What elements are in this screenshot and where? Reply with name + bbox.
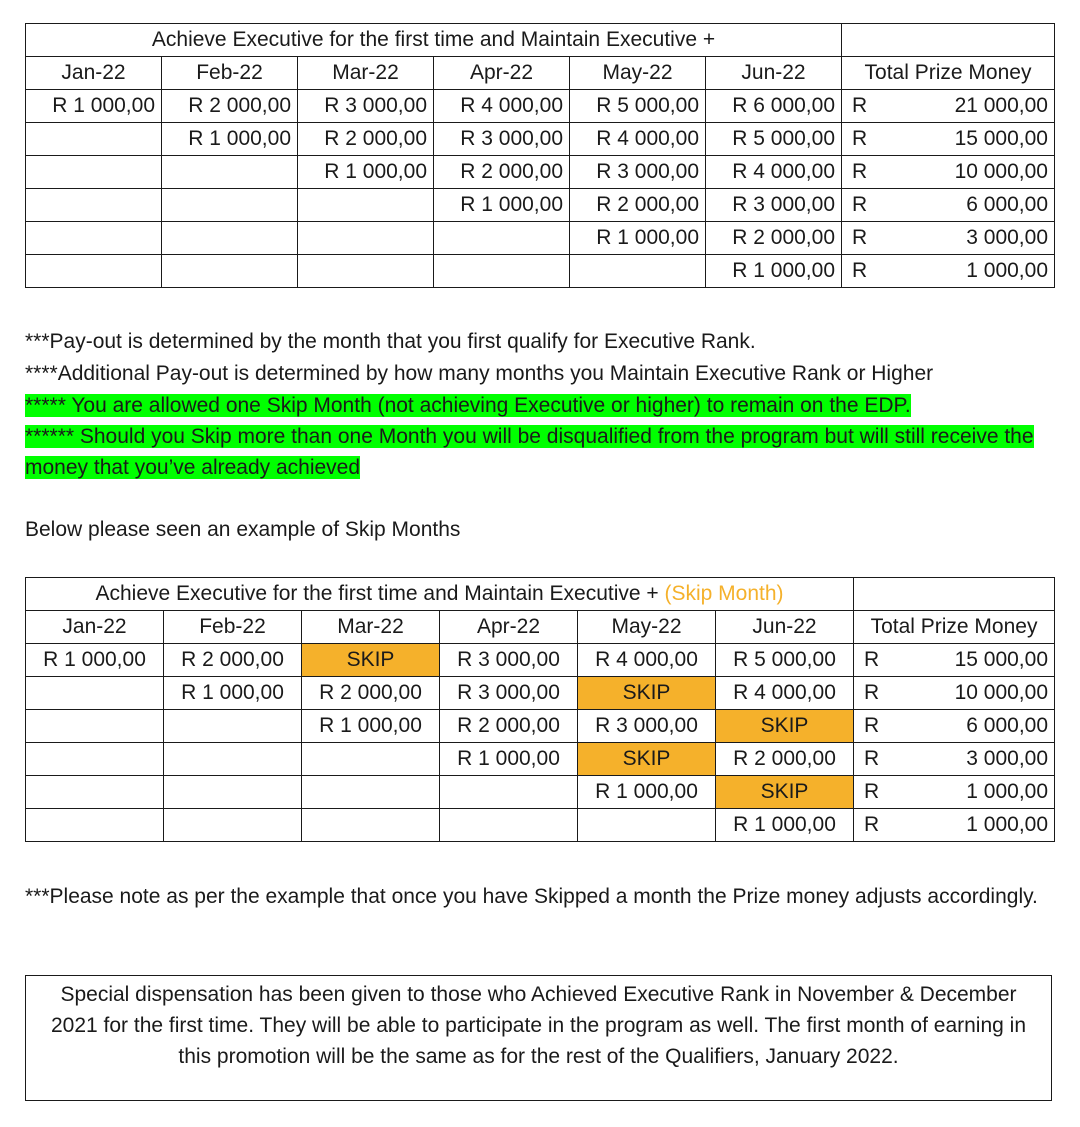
amount-cell: R 4 000,00 (706, 156, 842, 189)
total-cell (854, 644, 1055, 677)
table-row (26, 776, 1055, 809)
total-amount: 3 000,00 (966, 747, 1049, 770)
currency-symbol: R (864, 714, 880, 737)
currency-symbol: R (852, 94, 868, 117)
empty-cell (26, 710, 164, 743)
highlighted-rules (25, 390, 1035, 483)
amount-cell: R 2 000,00 (706, 222, 842, 255)
amount-cell: R 1 000,00 (434, 189, 570, 222)
currency-symbol: R (864, 813, 880, 836)
amount-cell: R 1 000,00 (298, 156, 434, 189)
total-amount: 6 000,00 (966, 193, 1048, 216)
amount-cell: R 1 000,00 (162, 123, 298, 156)
empty-cell (440, 809, 578, 842)
amount-cell: R 5 000,00 (706, 123, 842, 156)
empty-cell (302, 743, 440, 776)
table-title-row (26, 24, 1055, 57)
amount-cell: R 4 000,00 (570, 123, 706, 156)
amount-cell: R 2 000,00 (440, 710, 578, 743)
empty-cell (434, 255, 570, 288)
amount-cell: R 1 000,00 (26, 644, 164, 677)
amount-cell: R 5 000,00 (716, 644, 854, 677)
currency-symbol: R (864, 648, 880, 671)
total-cell (854, 677, 1055, 710)
blank-cell (842, 24, 1055, 57)
total-amount: 3 000,00 (966, 226, 1048, 249)
table-title: Achieve Executive for the first time and Maintain Executive + (26, 24, 842, 57)
table-row (26, 156, 1055, 189)
amount-cell: R 2 000,00 (302, 677, 440, 710)
payout-note: ***Pay-out is determined by the month that you first qualify for Executive Rank. (25, 330, 756, 353)
empty-cell (26, 677, 164, 710)
currency-symbol: R (852, 226, 868, 249)
empty-cell (434, 222, 570, 255)
amount-cell: R 1 000,00 (164, 677, 302, 710)
amount-cell: R 2 000,00 (162, 90, 298, 123)
amount-cell: R 2 000,00 (570, 189, 706, 222)
empty-cell (26, 255, 162, 288)
amount-cell: R 4 000,00 (434, 90, 570, 123)
table-body (26, 644, 1055, 842)
month-header: May-22 (570, 57, 706, 90)
amount-cell: R 2 000,00 (716, 743, 854, 776)
total-cell (854, 809, 1055, 842)
month-header: Feb-22 (162, 57, 298, 90)
empty-cell (26, 222, 162, 255)
adjustment-note: ***Please note as per the example that once you have Skipped a month the Prize money adjusts accordingly. (25, 885, 1038, 908)
month-header: May-22 (578, 611, 716, 644)
amount-cell: R 3 000,00 (706, 189, 842, 222)
disqualification-note: ****** Should you Skip more than one Month you will be disqualified from the program but will still receive the money that you’ve already achieved (25, 425, 1034, 479)
month-header: Apr-22 (434, 57, 570, 90)
month-header: Jun-22 (706, 57, 842, 90)
amount-cell: R 2 000,00 (434, 156, 570, 189)
amount-cell: R 2 000,00 (298, 123, 434, 156)
currency-symbol: R (852, 193, 868, 216)
total-amount: 1 000,00 (966, 813, 1049, 836)
amount-cell: R 3 000,00 (440, 677, 578, 710)
empty-cell (26, 123, 162, 156)
month-header-row (26, 57, 1055, 90)
table-row (26, 743, 1055, 776)
amount-cell: R 4 000,00 (578, 644, 716, 677)
skip-cell: SKIP (578, 743, 716, 776)
additional-payout-note: ****Additional Pay-out is determined by how many months you Maintain Executive Rank or Higher (25, 362, 934, 385)
table-row (26, 189, 1055, 222)
empty-cell (162, 255, 298, 288)
empty-cell (298, 222, 434, 255)
empty-cell (162, 222, 298, 255)
total-cell (842, 123, 1055, 156)
skip-cell: SKIP (716, 710, 854, 743)
skip-cell: SKIP (716, 776, 854, 809)
empty-cell (440, 776, 578, 809)
empty-cell (164, 809, 302, 842)
total-amount: 10 000,00 (954, 160, 1048, 183)
table-row (26, 255, 1055, 288)
total-amount: 1 000,00 (966, 780, 1049, 803)
total-header: Total Prize Money (854, 611, 1055, 644)
blank-cell (854, 578, 1055, 611)
empty-cell (162, 189, 298, 222)
amount-cell: R 3 000,00 (570, 156, 706, 189)
month-header: Apr-22 (440, 611, 578, 644)
currency-symbol: R (852, 259, 868, 282)
empty-cell (302, 809, 440, 842)
month-header: Mar-22 (298, 57, 434, 90)
amount-cell: R 3 000,00 (434, 123, 570, 156)
total-amount: 15 000,00 (954, 127, 1048, 150)
empty-cell (26, 156, 162, 189)
table-title-row (26, 578, 1055, 611)
total-amount: 21 000,00 (954, 94, 1048, 117)
total-cell (842, 90, 1055, 123)
prize-table (25, 23, 1055, 288)
month-header-row (26, 611, 1055, 644)
total-amount: 6 000,00 (966, 714, 1049, 737)
amount-cell: R 6 000,00 (706, 90, 842, 123)
table-row (26, 123, 1055, 156)
amount-cell: R 1 000,00 (578, 776, 716, 809)
amount-cell: R 3 000,00 (298, 90, 434, 123)
amount-cell: R 5 000,00 (570, 90, 706, 123)
table-title (26, 578, 854, 611)
month-header: Jan-22 (26, 57, 162, 90)
empty-cell (164, 710, 302, 743)
empty-cell (578, 809, 716, 842)
skip-allowed-note: ***** You are allowed one Skip Month (not achieving Executive or higher) to remain on the EDP. (25, 394, 911, 417)
skip-cell: SKIP (302, 644, 440, 677)
amount-cell: R 3 000,00 (440, 644, 578, 677)
amount-cell: R 1 000,00 (26, 90, 162, 123)
currency-symbol: R (864, 747, 880, 770)
total-cell (842, 255, 1055, 288)
table-row (26, 222, 1055, 255)
table-row (26, 90, 1055, 123)
empty-cell (26, 809, 164, 842)
amount-cell: R 3 000,00 (578, 710, 716, 743)
currency-symbol: R (852, 160, 868, 183)
empty-cell (302, 776, 440, 809)
amount-cell: R 2 000,00 (164, 644, 302, 677)
table-body (26, 90, 1055, 288)
currency-symbol: R (852, 127, 868, 150)
total-amount: 15 000,00 (954, 648, 1049, 671)
amount-cell: R 1 000,00 (302, 710, 440, 743)
empty-cell (164, 743, 302, 776)
empty-cell (26, 743, 164, 776)
table-row (26, 710, 1055, 743)
total-cell (854, 776, 1055, 809)
table-title-text: Achieve Executive for the first time and Maintain Executive + (95, 582, 665, 605)
total-amount: 10 000,00 (954, 681, 1049, 704)
empty-cell (162, 156, 298, 189)
month-header: Mar-22 (302, 611, 440, 644)
month-header: Jun-22 (716, 611, 854, 644)
amount-cell: R 1 000,00 (716, 809, 854, 842)
amount-cell: R 4 000,00 (716, 677, 854, 710)
empty-cell (570, 255, 706, 288)
amount-cell: R 1 000,00 (570, 222, 706, 255)
skip-example-table (25, 577, 1055, 842)
currency-symbol: R (864, 780, 880, 803)
table-row (26, 644, 1055, 677)
empty-cell (26, 189, 162, 222)
empty-cell (298, 189, 434, 222)
skip-cell: SKIP (578, 677, 716, 710)
month-header: Jan-22 (26, 611, 164, 644)
table-row (26, 677, 1055, 710)
total-amount: 1 000,00 (966, 259, 1048, 282)
example-intro: Below please seen an example of Skip Months (25, 518, 461, 541)
amount-cell: R 1 000,00 (706, 255, 842, 288)
currency-symbol: R (864, 681, 880, 704)
empty-cell (164, 776, 302, 809)
total-cell (842, 189, 1055, 222)
table-row (26, 809, 1055, 842)
amount-cell: R 1 000,00 (440, 743, 578, 776)
total-cell (854, 743, 1055, 776)
total-cell (854, 710, 1055, 743)
total-cell (842, 156, 1055, 189)
month-header: Feb-22 (164, 611, 302, 644)
dispensation-box: Special dispensation has been given to those who Achieved Executive Rank in November & December 2021 for the first time. They will be able to participate in the program as well. The first month of earning in this promotion will be the same as for the rest of the Qualifiers, January 2022. (25, 975, 1052, 1101)
skip-month-label: (Skip Month) (664, 582, 784, 605)
total-cell (842, 222, 1055, 255)
total-header: Total Prize Money (842, 57, 1055, 90)
empty-cell (298, 255, 434, 288)
empty-cell (26, 776, 164, 809)
